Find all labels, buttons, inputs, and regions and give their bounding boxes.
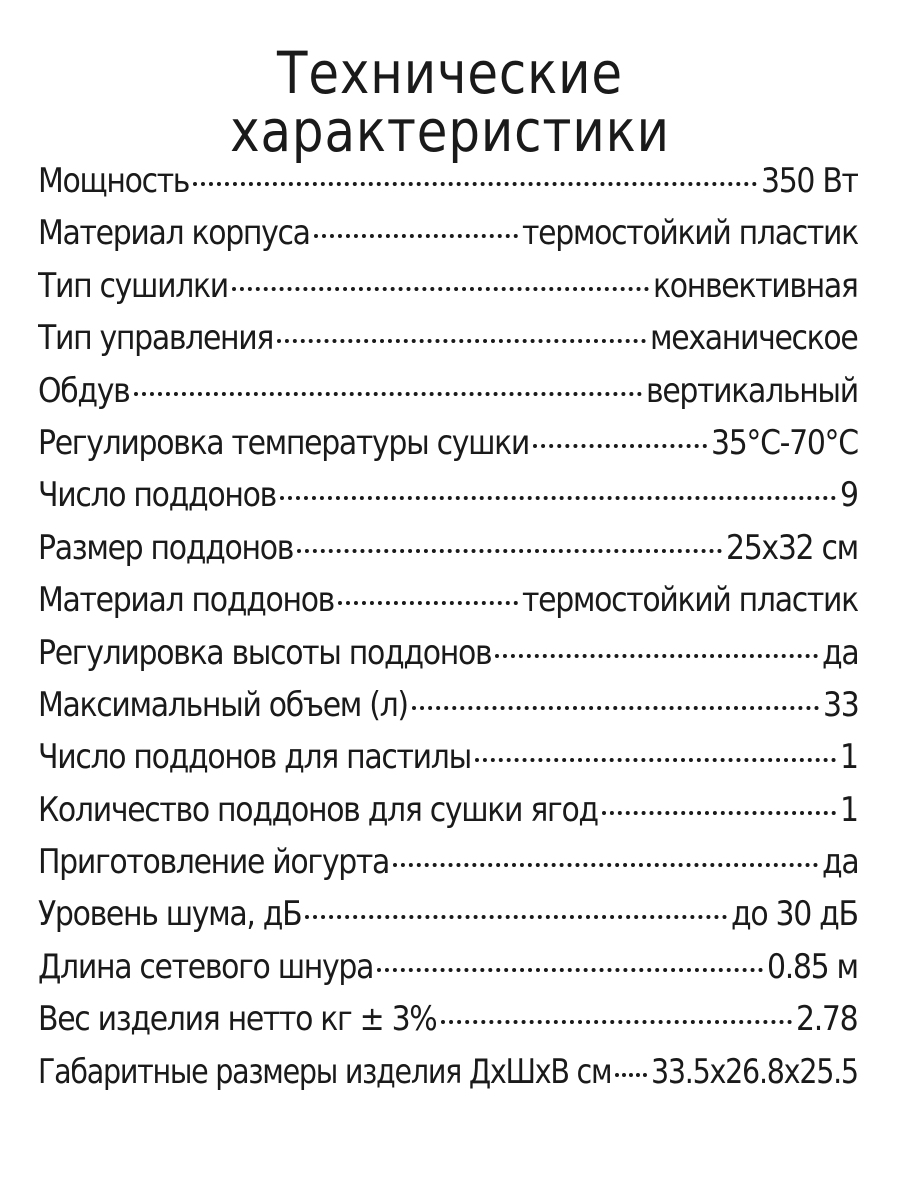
spec-value: 33.5x26.8x25.5 [651, 1051, 858, 1092]
spec-row [38, 679, 858, 731]
spec-row [38, 784, 858, 836]
spec-label: Обдув [38, 370, 130, 411]
spec-value: конвективная [652, 265, 858, 306]
spec-row [38, 731, 858, 783]
spec-label: Материал поддонов [38, 580, 335, 621]
spec-label: Материал корпуса [38, 213, 310, 254]
dot-leader [475, 758, 836, 762]
spec-label: Максимальный объем (л) [38, 684, 408, 725]
dot-leader [280, 496, 837, 500]
spec-value: 33 [822, 684, 858, 725]
spec-label: Число поддонов для пастилы [38, 737, 471, 778]
spec-label: Вес изделия нетто кг ± 3% [38, 999, 437, 1040]
spec-row [38, 941, 858, 993]
spec-value: 25х32 см [726, 527, 858, 568]
dot-leader [393, 863, 818, 867]
spec-label: Регулировка высоты поддонов [38, 632, 492, 673]
dot-leader [193, 182, 757, 186]
page-title: Технические характеристики [230, 39, 670, 165]
dot-leader [232, 287, 649, 291]
spec-row [38, 993, 858, 1045]
spec-label: Приготовление йогурта [38, 842, 390, 883]
spec-label: Число поддонов [38, 475, 276, 516]
dot-leader [377, 968, 763, 972]
spec-value: да [821, 842, 858, 883]
spec-label: Регулировка температуры сушки [38, 422, 530, 463]
dot-leader [441, 1020, 793, 1024]
spec-row [38, 1046, 858, 1098]
spec-value: 0.85 м [767, 946, 858, 987]
spec-row [38, 627, 858, 679]
dot-leader [533, 444, 707, 448]
spec-row [38, 312, 858, 364]
spec-value: 2.78 [796, 999, 858, 1040]
spec-row [38, 417, 858, 469]
spec-label: Тип управления [38, 318, 274, 359]
spec-label: Мощность [38, 161, 190, 201]
spec-label: Размер поддонов [38, 527, 294, 568]
dot-leader [495, 654, 818, 658]
spec-value: термостойкий пластик [521, 213, 858, 254]
spec-value: до 30 дБ [731, 894, 858, 935]
spec-value: механическое [650, 318, 858, 359]
spec-value: 35°С-70°С [711, 422, 858, 463]
spec-row [38, 469, 858, 521]
dot-leader [602, 811, 837, 815]
dot-leader [314, 234, 518, 238]
spec-label: Габаритные размеры изделия ДхШхВ см [38, 1051, 612, 1092]
spec-value: 1 [840, 789, 858, 830]
spec-value: да [821, 632, 858, 673]
spec-label: Уровень шума, дБ [38, 894, 302, 935]
spec-row [38, 574, 858, 626]
spec-value: 1 [840, 737, 858, 778]
spec-label: Тип сушилки [38, 265, 228, 306]
spec-row [38, 836, 858, 888]
dot-leader [297, 549, 722, 553]
spec-row [38, 365, 858, 417]
dot-leader [412, 706, 819, 710]
dot-leader [615, 1073, 647, 1077]
dot-leader [305, 915, 727, 919]
spec-row [38, 888, 858, 940]
dot-leader [338, 601, 518, 605]
spec-row [38, 260, 858, 312]
spec-label: Количество поддонов для сушки ягод [38, 789, 598, 830]
dot-leader [277, 339, 646, 343]
spec-row [38, 522, 858, 574]
spec-value: вертикальный [645, 370, 858, 411]
spec-label: Длина сетевого шнура [38, 946, 374, 987]
spec-row [38, 207, 858, 259]
spec-list [38, 155, 858, 1098]
spec-row [38, 155, 858, 207]
spec-value: термостойкий пластик [521, 580, 858, 621]
spec-value: 9 [840, 475, 858, 516]
spec-value: 350 Вт [761, 161, 858, 201]
dot-leader [134, 392, 642, 396]
